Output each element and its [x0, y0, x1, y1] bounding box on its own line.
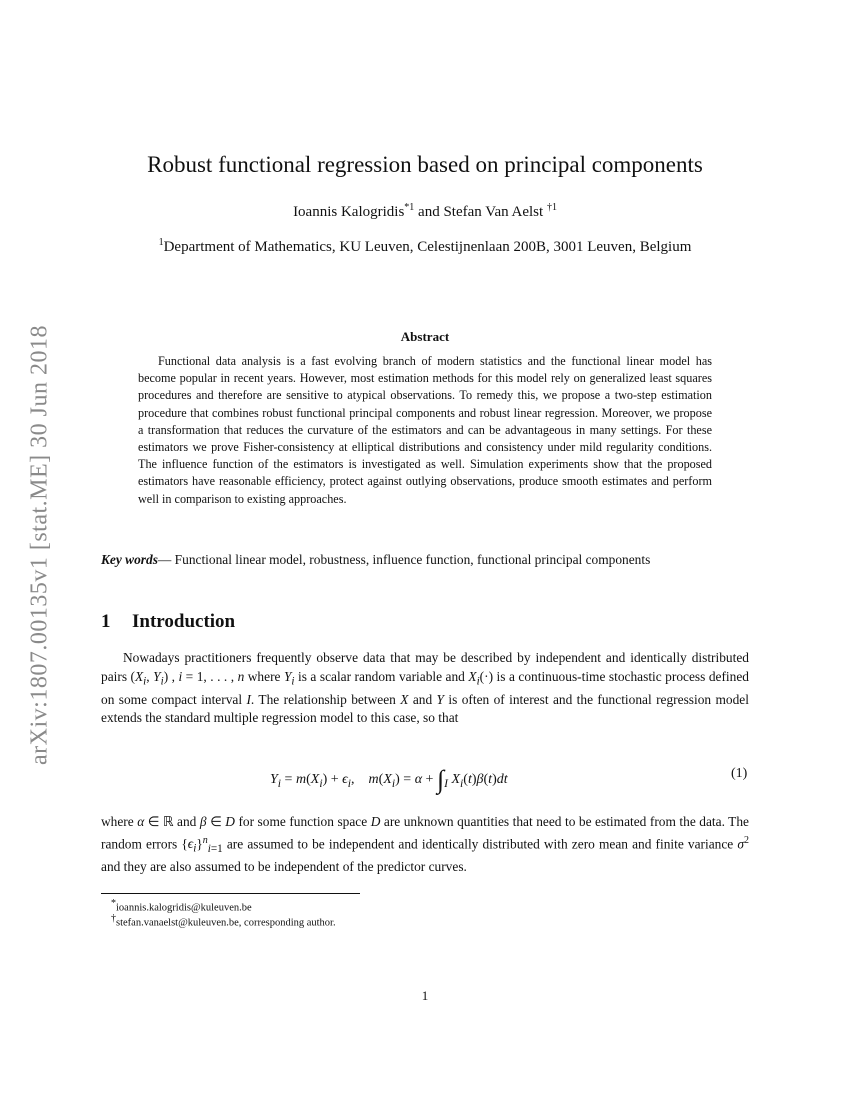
after-text-5: are assumed to be independent and identically distributed with zero mean and finite variance [226, 835, 734, 851]
intro-paragraph: Nowadays practitioners frequently observe data that may be described by independent and identically distributed pairs ($X_i$, $Y_i$) , i = 1, . . . , n where $Y_i$ is a scalar random variable and $X_i(\cdot)$ is a continuous-time stochastic process defined on some compact interval I. The relationship between X and Y is often of interest and the functional regression model extends the standard multiple regression model to this case, so that [101, 650, 749, 726]
after-text-4: are unknown quantities that need to be estimated from the data. The random errors [101, 814, 749, 851]
intro-text-1: Nowadays practitioners frequently observe data that may be described by independent and identically distributed pairs [101, 650, 749, 684]
affiliation-text: Department of Mathematics, KU Leuven, Celestijnenlaan 200B, 3001 Leuven, Belgium [163, 239, 692, 255]
footnote-divider [101, 893, 360, 894]
section-number: 1 [101, 611, 111, 632]
after-text-3: for some function space [238, 814, 368, 829]
abstract-heading: Abstract [400, 329, 450, 344]
intro-text-4: is a continuous-time stochastic process defined on some compact interval [101, 668, 749, 707]
footnote-1 [111, 898, 252, 914]
after-equation-paragraph: where α ∈ ℝ and β ∈ D for some function space D are unknown quantities that need to be estimated from the data. The random errors $\{\epsilon_i\}^n_{i=1}$ are assumed to be independent and identically distributed with zero mean and finite variance $\sigma^2$ and they are also assumed to be independent of the predictor curves. [101, 814, 749, 875]
footnote-2 [111, 913, 336, 929]
after-text-2: and [177, 814, 197, 829]
author-2-name: Stefan Van Aelst [443, 204, 544, 220]
intro-text-7: is often of interest and the functional regression model extends the standard multiple regression model to this case, so that [101, 691, 749, 726]
footnote-1-mark: * [111, 898, 116, 909]
keywords-dash: — [157, 552, 172, 567]
footnote-2-mark: † [111, 913, 116, 924]
intro-text-2: where [247, 668, 281, 684]
footnote-2-text: stefan.vanaelst@kuleuven.be, corresponding author. [116, 917, 336, 929]
author-line [0, 202, 850, 221]
author-2-mark: †1 [546, 202, 557, 213]
equation-number: (1) [731, 766, 748, 781]
abstract-body: Functional data analysis is a fast evolving branch of modern statistics and the functional linear model has become popular in recent years. However, most estimation methods for this model rely on generalized least squares procedures and therefore are sensitive to atypical observations. To remedy this, we propose a two-step estimation procedure that combines robust functional principal components and robust linear regression. Moreover, we propose a transformation that reduces the curvature of the estimators and can be advantageous in many settings. For these estimators we prove Fisher-consistency at elliptical distributions and consistency under mild regularity conditions. The influence function of the estimators is investigated as well. Simulation experiments show that the proposed estimators have reasonable efficiency, protect against outlying observations, produce smooth estimates and perform well in comparison to existing approaches. [138, 354, 712, 506]
arxiv-stamp: arXiv:1807.00135v1 [stat.ME] 30 Jun 2018 [26, 325, 53, 765]
intro-text-3: is a scalar random variable and [298, 668, 465, 684]
paper-title: Robust functional regression based on principal components [147, 152, 703, 177]
author-1-name: Ioannis Kalogridis [293, 204, 405, 220]
keywords-label: Key words [101, 552, 158, 567]
footnote-1-text: ioannis.kalogridis@kuleuven.be [116, 902, 252, 914]
keywords [101, 551, 749, 569]
section-title: Introduction [132, 611, 236, 632]
equation-1: $Y_i = m(X_i) + \epsilon_i$, $m(X_i) = \alpha + \int_I$ $X_i(t)\beta(t)dt$ [270, 765, 508, 794]
affiliation [0, 237, 850, 256]
intro-text-6: and [412, 691, 433, 707]
page-number: 1 [421, 988, 429, 1003]
author-1-mark: *1 [404, 202, 415, 213]
author-connector: and [418, 204, 440, 220]
after-text-6: and they are also assumed to be independent of the predictor curves. [101, 859, 467, 875]
section-heading [101, 611, 235, 633]
after-text-1: where [101, 814, 134, 829]
keywords-text: Functional linear model, robustness, influence function, functional principal components [174, 552, 651, 567]
intro-text-5: . The relationship between [250, 691, 396, 707]
affiliation-mark: 1 [158, 237, 164, 248]
